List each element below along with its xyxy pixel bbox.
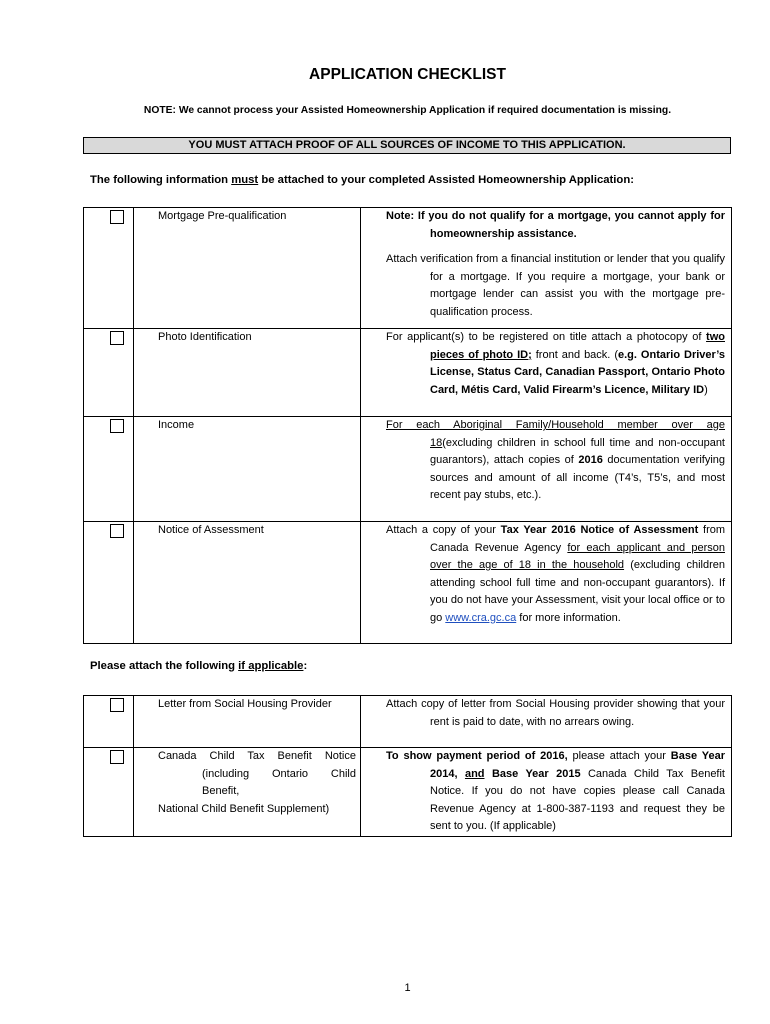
applicable-documents-table xyxy=(83,695,732,837)
assessment-info: Attach a copy of your Tax Year 2016 Notice of Assessment from Canada Revenue Agency for each applicant and person over the age of 18 in the household (excluding children attending school full time and non-occupant guarantors). If you do not have your Assessment, visit your local office or to go www.cra.gc.ca for more information. xyxy=(361,522,732,644)
child-benefit-checkbox[interactable] xyxy=(110,750,124,764)
required-documents-table xyxy=(83,207,732,644)
table-row xyxy=(84,329,732,417)
social-housing-label: Letter from Social Housing Provider xyxy=(134,696,361,748)
child-benefit-info: To show payment period of 2016, please attach your Base Year 2014, and Base Year 2015 Canada Child Tax Benefit Notice. If you do not have copies please call Canada Revenue Agency at 1-800-387-1193 and request they be sent to you. (If applicable) xyxy=(361,748,732,837)
income-checkbox[interactable] xyxy=(110,419,124,433)
table-row xyxy=(84,208,732,329)
must-emphasis: must xyxy=(231,174,259,186)
social-housing-info: Attach copy of letter from Social Housing provider showing that your rent is paid to date, with no arrears owing. xyxy=(361,696,732,748)
cra-link[interactable]: www.cra.gc.ca xyxy=(445,611,517,624)
income-proof-banner: YOU MUST ATTACH PROOF OF ALL SOURCES OF INCOME TO THIS APPLICATION. xyxy=(83,137,731,154)
assessment-label: Notice of Assessment xyxy=(134,522,361,644)
if-applicable-emphasis: if applicable xyxy=(238,660,304,672)
photo-id-checkbox[interactable] xyxy=(110,331,124,345)
photo-id-info: For applicant(s) to be registered on title attach a photocopy of two pieces of photo ID; front and back. (e.g. Ontario Driver’s License, Status Card, Canadian Passport, Ontario Photo Card, Métis Card, Valid Firearm’s Licence, Military ID) xyxy=(361,329,732,417)
child-benefit-label: Canada Child Tax Benefit Notice (including Ontario Child Benefit, National Child Benefit Supplement) xyxy=(134,748,361,837)
table-row xyxy=(84,748,732,837)
page-title: APPLICATION CHECKLIST xyxy=(309,66,506,83)
assessment-checkbox[interactable] xyxy=(110,524,124,538)
social-housing-checkbox[interactable] xyxy=(110,698,124,712)
required-intro: The following information must be attached to your completed Assisted Homeownership Application: xyxy=(90,174,634,186)
income-label: Income xyxy=(134,417,361,522)
photo-id-label: Photo Identification xyxy=(134,329,361,417)
page-number: 1 xyxy=(404,982,411,994)
applicable-intro: Please attach the following if applicable: xyxy=(90,660,308,672)
income-info: For each Aboriginal Family/Household member over age 18(excluding children in school full time and non-occupant guarantors), attach copies of 2016 documentation verifying sources and amount of all income (T4’s, T5’s, and most recent pay stubs, etc.). xyxy=(361,417,732,522)
mortgage-info xyxy=(361,208,732,329)
table-row xyxy=(84,417,732,522)
table-row xyxy=(84,696,732,748)
mortgage-label: Mortgage Pre-qualification xyxy=(134,208,361,329)
mortgage-note: Note: If you do not qualify for a mortgage, you cannot apply for homeownership assistance. xyxy=(386,210,725,240)
mortgage-checkbox[interactable] xyxy=(110,210,124,224)
missing-docs-note: NOTE: We cannot process your Assisted Homeownership Application if required documentation is missing. xyxy=(143,105,672,116)
mortgage-text: Attach verification from a financial institution or lender that you qualify for a mortgage. If you require a mortgage, your bank or mortgage lender can assist you with the mortgage pre-qualification process. xyxy=(386,253,725,318)
table-row xyxy=(84,522,732,644)
